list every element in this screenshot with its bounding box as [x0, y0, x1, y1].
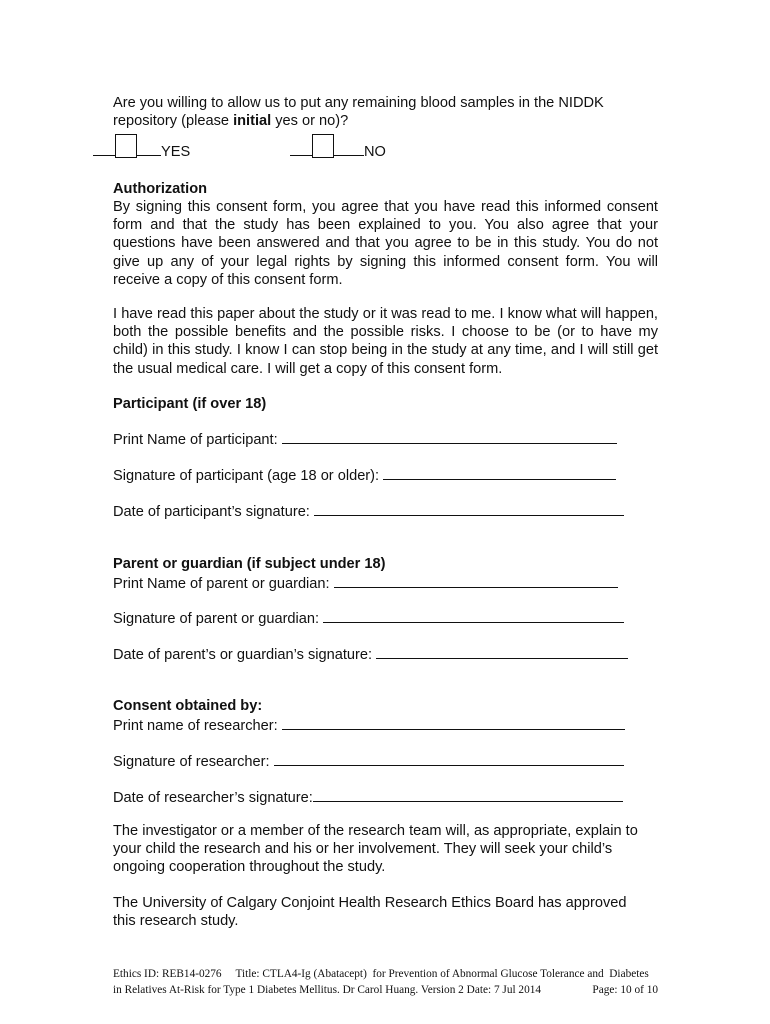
no-choice[interactable]	[290, 134, 386, 161]
no-label: NO	[364, 144, 386, 160]
guardian-print-name-line[interactable]	[334, 573, 618, 588]
consent-statement: I have read this paper about the study or it was read to me. I know what will happen, both the possible benefits and the possible risks. I choose to be (or to have my child) in this study. I know I can stop being in the study at any time, and I will still get the usual medical care. I will get a copy of this consent form.	[113, 306, 658, 377]
researcher-print-name-line[interactable]	[282, 715, 625, 730]
researcher-date-label: Date of researcher’s signature:	[113, 790, 313, 806]
researcher-print-name-field[interactable]	[113, 715, 625, 735]
researcher-signature-field[interactable]	[113, 751, 624, 771]
repository-question-line1: Are you willing to allow us to put any remaining blood samples in the NIDDK	[113, 95, 604, 111]
researcher-signature-line[interactable]	[274, 751, 624, 766]
participant-print-name-line[interactable]	[282, 429, 617, 444]
yes-label: YES	[161, 144, 191, 160]
authorization-heading: Authorization	[113, 181, 208, 197]
participant-signature-label: Signature of participant (age 18 or older):	[113, 468, 380, 484]
no-initial-box[interactable]	[312, 134, 334, 158]
yes-initial-box[interactable]	[115, 134, 137, 158]
guardian-print-name-label: Print Name of parent or guardian:	[113, 576, 330, 592]
page-footer	[113, 966, 658, 998]
researcher-print-name-label: Print name of researcher:	[113, 718, 278, 734]
page-number: Page: 10 of 10	[592, 984, 658, 996]
guardian-signature-label: Signature of parent or guardian:	[113, 611, 320, 627]
ethics-board-note: The University of Calgary Conjoint Health Research Ethics Board has approved this research study.	[113, 895, 627, 930]
footer-line1: Ethics ID: REB14-0276 Title: CTLA4-Ig (Abatacept) for Prevention of Abnormal Glucose Tolerance and Diabetes	[113, 968, 649, 980]
participant-print-name-label: Print Name of participant:	[113, 432, 278, 448]
guardian-signature-field[interactable]	[113, 608, 624, 628]
participant-signature-field[interactable]	[113, 465, 616, 485]
participant-signature-line[interactable]	[383, 465, 616, 480]
footer-line2-row	[113, 982, 658, 998]
participant-print-name-field[interactable]	[113, 429, 617, 449]
footer-line2: in Relatives At-Risk for Type 1 Diabetes Mellitus. Dr Carol Huang. Version 2 Date: 7 Jul 2014	[113, 984, 542, 996]
researcher-signature-label: Signature of researcher:	[113, 754, 270, 770]
yes-choice[interactable]	[93, 134, 190, 161]
guardian-date-field[interactable]	[113, 644, 628, 664]
participant-date-line[interactable]	[314, 501, 624, 516]
participant-heading: Participant (if over 18)	[113, 396, 267, 412]
repository-question-line2: repository (please initial yes or no)?	[113, 113, 349, 130]
consent-obtained-heading: Consent obtained by:	[113, 698, 263, 714]
guardian-heading: Parent or guardian (if subject under 18)	[113, 556, 386, 572]
participant-date-label: Date of participant’s signature:	[113, 504, 310, 520]
authorization-text: By signing this consent form, you agree that you have read this informed consent form and that the study has been explained to you. You also agree that your questions have been answered and that you agree to be in this study. You do not give up any of your legal rights by signing this informed consent form. You will receive a copy of this consent form.	[113, 199, 658, 288]
researcher-date-line[interactable]	[313, 787, 623, 802]
guardian-signature-line[interactable]	[323, 608, 624, 623]
researcher-date-field[interactable]	[113, 787, 623, 807]
repository-question	[113, 94, 658, 130]
investigator-note: The investigator or a member of the research team will, as appropriate, explain to your child the research and his or her involvement. They will seek your child’s ongoing cooperation throughout the study.	[113, 823, 638, 876]
participant-date-field[interactable]	[113, 501, 624, 521]
guardian-print-name-field[interactable]	[113, 573, 618, 593]
guardian-date-label: Date of parent’s or guardian’s signature:	[113, 647, 373, 663]
guardian-date-line[interactable]	[376, 644, 628, 659]
